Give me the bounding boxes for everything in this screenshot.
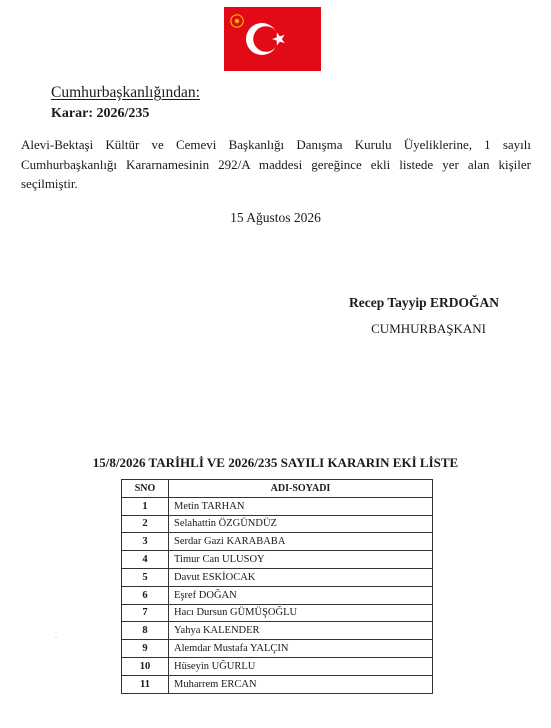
- table-row: [122, 533, 433, 551]
- row-number: 3: [122, 533, 169, 551]
- table-row: [122, 622, 433, 640]
- member-name: Hüseyin UĞURLU: [169, 657, 433, 675]
- row-number: 2: [122, 515, 169, 533]
- table-row: [122, 640, 433, 658]
- decision-text: Alevi-Bektaşi Kültür ve Cemevi Başkanlığı Danışma Kurulu Üyeliklerine, 1 sayılı Cumhurbaşkanlığı Kararnamesinin 292/A maddesi gereğince ekli listede yer alan kişiler seçilmiştir.: [21, 137, 531, 191]
- row-number: 11: [122, 675, 169, 693]
- member-name: Yahya KALENDER: [169, 622, 433, 640]
- row-number: 7: [122, 604, 169, 622]
- member-name: Selahattin ÖZGÜNDÜZ: [169, 515, 433, 533]
- flag-graphic: [224, 7, 321, 71]
- table-row: [122, 604, 433, 622]
- table-row: [122, 497, 433, 515]
- member-name: Timur Can ULUSOY: [169, 551, 433, 569]
- table-row: [122, 586, 433, 604]
- row-number: 5: [122, 568, 169, 586]
- signer-title: CUMHURBAŞKANI: [371, 321, 486, 336]
- member-name: Alemdar Mustafa YALÇIN: [169, 640, 433, 658]
- decision-date: 15 Ağustos 2026: [230, 210, 321, 225]
- row-number: 6: [122, 586, 169, 604]
- issuer-heading: Cumhurbaşkanlığından:: [51, 84, 200, 101]
- scan-mark: .: [55, 631, 57, 640]
- row-number: 9: [122, 640, 169, 658]
- table-row: [122, 515, 433, 533]
- member-name: Muharrem ERCAN: [169, 675, 433, 693]
- member-name: Davut ESKİOCAK: [169, 568, 433, 586]
- row-number: 1: [122, 497, 169, 515]
- column-header-name: ADI-SOYADI: [169, 480, 433, 498]
- table-header-row: [122, 480, 433, 498]
- turkish-flag-icon: [224, 7, 321, 71]
- member-name: Serdar Gazi KARABABA: [169, 533, 433, 551]
- members-table: [121, 479, 433, 694]
- row-number: 8: [122, 622, 169, 640]
- decision-number: Karar: 2026/235: [51, 106, 150, 121]
- table-row: [122, 551, 433, 569]
- row-number: 10: [122, 657, 169, 675]
- member-name: Metin TARHAN: [169, 497, 433, 515]
- member-name: Eşref DOĞAN: [169, 586, 433, 604]
- member-name: Hacı Dursun GÜMÜŞOĞLU: [169, 604, 433, 622]
- signer-name: Recep Tayyip ERDOĞAN: [348, 295, 499, 310]
- table-row: [122, 657, 433, 675]
- table-row: [122, 675, 433, 693]
- table-row: [122, 568, 433, 586]
- row-number: 4: [122, 551, 169, 569]
- column-header-sno: SNO: [122, 480, 169, 498]
- annex-title: 15/8/2026 TARİHLİ VE 2026/235 SAYILI KARARIN EKİ LİSTE: [92, 455, 459, 470]
